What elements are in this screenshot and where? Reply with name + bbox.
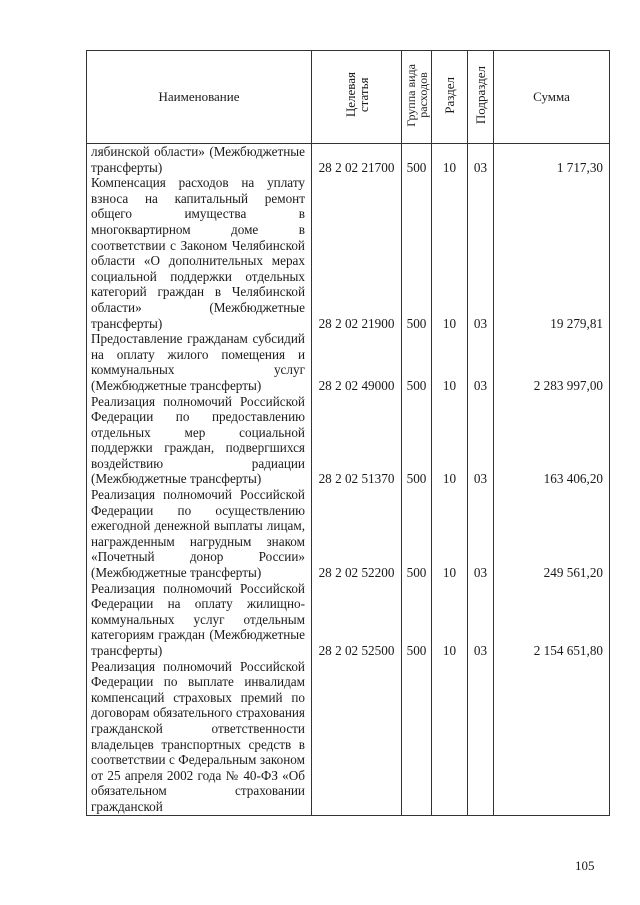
header-subsection-label: Подраздел bbox=[473, 65, 488, 125]
row-subsection: 03 bbox=[468, 487, 494, 581]
table-row bbox=[87, 394, 610, 488]
table-row bbox=[87, 487, 610, 581]
table-row bbox=[87, 331, 610, 393]
row-group: 500 bbox=[402, 581, 432, 659]
row-group: 500 bbox=[402, 144, 432, 176]
row-name: лябинской области» (Межбюджетные трансферты) bbox=[87, 144, 312, 176]
row-name: Предоставление гражданам субсидий на оплату жилого помещения и коммунальных услуг (Межбюджетные трансферты) bbox=[87, 331, 312, 393]
row-target: 28 2 02 21900 bbox=[312, 175, 402, 331]
row-section: 10 bbox=[432, 175, 468, 331]
header-group-label: Группа вида расходов bbox=[403, 63, 430, 127]
row-target: 28 2 02 21700 bbox=[312, 144, 402, 176]
table-header-row bbox=[87, 51, 610, 144]
row-subsection: 03 bbox=[468, 394, 494, 488]
row-name: Реализация полномочий Российской Федерации по выплате инвалидам компенсаций страховых премий по договорам обязательного страхования гражданской ответственности владельцев транспортных средств в соответствии с Федеральным законом от 25 апреля 2002 года № 40-ФЗ «Об обязательном страховании гражданской bbox=[87, 659, 312, 815]
row-group: 500 bbox=[402, 175, 432, 331]
header-subsection bbox=[468, 51, 494, 144]
row-target: 28 2 02 52200 bbox=[312, 487, 402, 581]
row-sum: 1 717,30 bbox=[494, 144, 610, 176]
row-name: Реализация полномочий Российской Федерации по предоставлению отдельных мер социальной поддержки граждан, подвергшихся воздействию радиации (Межбюджетные трансферты) bbox=[87, 394, 312, 488]
table-row bbox=[87, 581, 610, 659]
budget-table bbox=[86, 50, 610, 816]
row-group: 500 bbox=[402, 331, 432, 393]
row-group: 500 bbox=[402, 394, 432, 488]
row-subsection: 03 bbox=[468, 581, 494, 659]
row-section: 10 bbox=[432, 144, 468, 176]
row-sum: 2 154 651,80 bbox=[494, 581, 610, 659]
row-target: 28 2 02 51370 bbox=[312, 394, 402, 488]
row-name: Реализация полномочий Российской Федерации на оплату жилищно-коммунальных услуг отдельным категориям граждан (Межбюджетные трансферты) bbox=[87, 581, 312, 659]
header-name: Наименование bbox=[87, 51, 312, 144]
row-subsection: 03 bbox=[468, 175, 494, 331]
row-sum bbox=[494, 659, 610, 815]
row-section: 10 bbox=[432, 581, 468, 659]
row-name: Реализация полномочий Российской Федерации по осуществлению ежегодной денежной выплаты лицам, награжденным нагрудным знаком «Почетный донор России» (Межбюджетные трансферты) bbox=[87, 487, 312, 581]
row-target: 28 2 02 52500 bbox=[312, 581, 402, 659]
row-sum: 249 561,20 bbox=[494, 487, 610, 581]
row-section: 10 bbox=[432, 331, 468, 393]
table-row bbox=[87, 659, 610, 815]
row-subsection: 03 bbox=[468, 144, 494, 176]
header-group bbox=[402, 51, 432, 144]
row-target: 28 2 02 49000 bbox=[312, 331, 402, 393]
row-target bbox=[312, 659, 402, 815]
header-target bbox=[312, 51, 402, 144]
row-sum: 2 283 997,00 bbox=[494, 331, 610, 393]
table-row bbox=[87, 175, 610, 331]
row-subsection: 03 bbox=[468, 331, 494, 393]
row-sum: 163 406,20 bbox=[494, 394, 610, 488]
row-group: 500 bbox=[402, 487, 432, 581]
header-target-label: Целевая статья bbox=[342, 72, 371, 118]
table-row bbox=[87, 144, 610, 176]
row-section bbox=[432, 659, 468, 815]
header-section-label: Раздел bbox=[442, 76, 457, 114]
row-section: 10 bbox=[432, 487, 468, 581]
row-section: 10 bbox=[432, 394, 468, 488]
row-name: Компенсация расходов на уплату взноса на капитальный ремонт общего имущества в многоквартирном доме в соответствии с Законом Челябинской области «О дополнительных мерах социальной поддержки отдельных категорий граждан в Челябинской области» (Межбюджетные трансферты) bbox=[87, 175, 312, 331]
row-sum: 19 279,81 bbox=[494, 175, 610, 331]
header-section bbox=[432, 51, 468, 144]
row-group bbox=[402, 659, 432, 815]
row-subsection bbox=[468, 659, 494, 815]
page-number: 105 bbox=[575, 858, 595, 873]
header-sum: Сумма bbox=[494, 51, 610, 144]
